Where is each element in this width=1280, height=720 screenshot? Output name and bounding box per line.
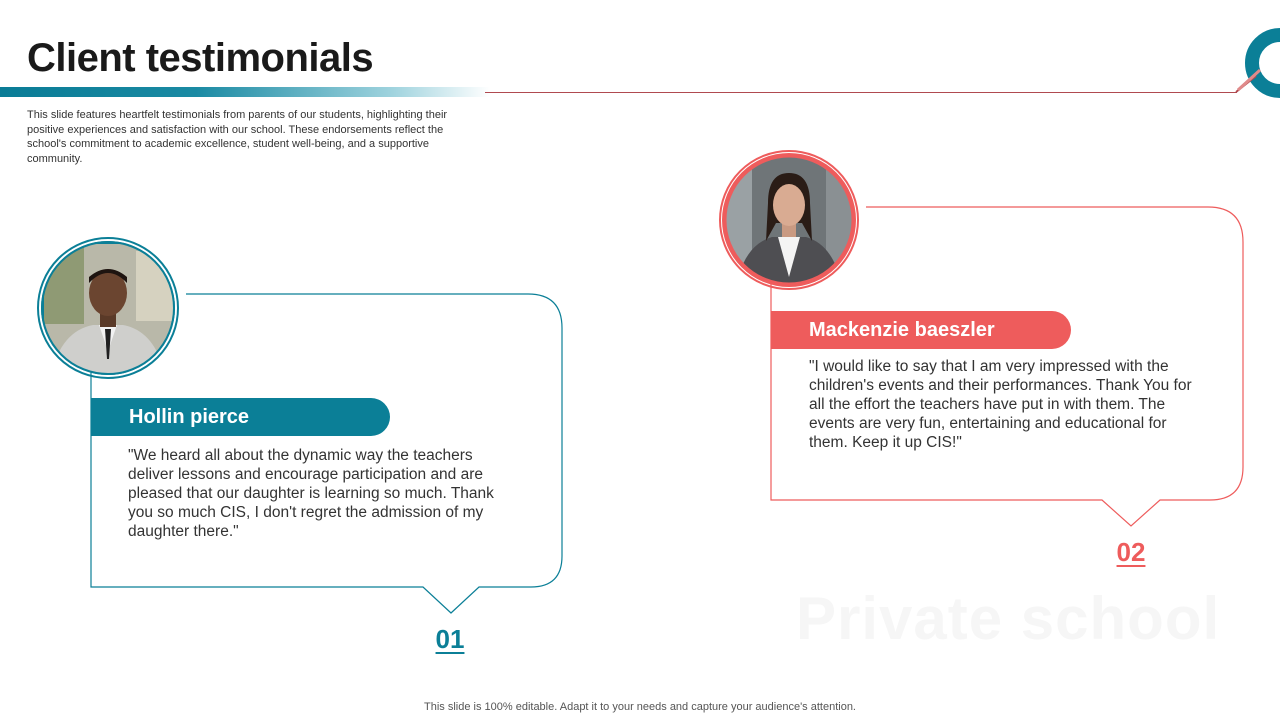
testimonial-quote-1: "We heard all about the dynamic way the teachers deliver lessons and encourage participation and are pleased that our daughter is learning so much. Thank you so much CIS, I don't regret the admission of my daughter there." xyxy=(128,447,494,540)
watermark-text: Private school xyxy=(796,585,1221,652)
page-title: Client testimonials xyxy=(27,36,374,80)
footer-note: This slide is 100% editable. Adapt it to your needs and capture your audience's attention. xyxy=(424,701,856,713)
testimonial-name-badge-1: Hollin pierce xyxy=(91,398,390,436)
avatar-hollin-pierce xyxy=(41,241,175,375)
testimonial-quote-2: "I would like to say that I am very impressed with the children's events and their performances. Thank You for all the effort the teachers have put in with them. The events are very fun, entertaining and educational for them. Keep it up CIS!" xyxy=(809,358,1192,451)
testimonial-number-1: 01 xyxy=(435,624,465,654)
testimonial-name-badge-2: Mackenzie baeszler xyxy=(771,311,1071,349)
testimonial-number-2: 02 xyxy=(1116,537,1146,567)
intro-text: This slide features heartfelt testimonials from parents of our students, highlighting their positive experiences and satisfaction with our school. These endorsements reflect the school's commitment to academic excellence, student well-being, and a supportive community. xyxy=(27,109,448,165)
avatar-mackenzie-baeszler xyxy=(722,153,856,287)
